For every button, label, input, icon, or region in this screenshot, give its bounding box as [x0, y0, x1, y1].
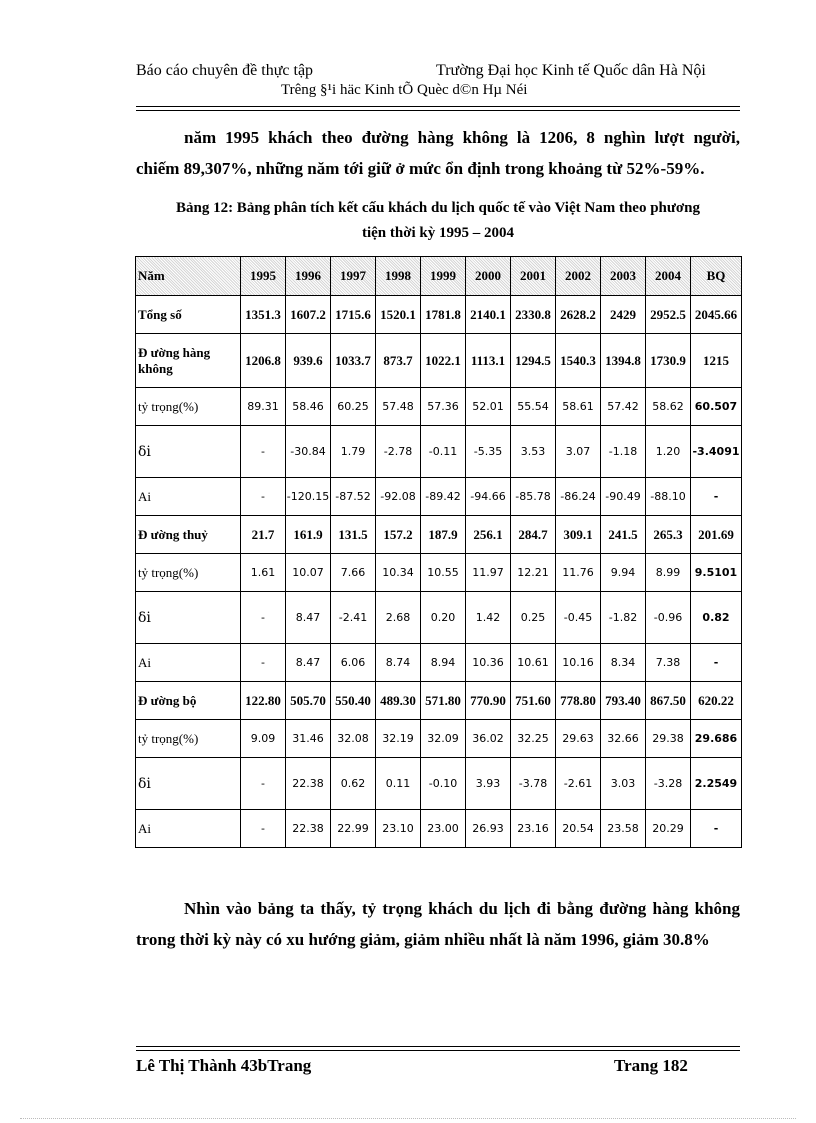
table-cell: -89.42 — [421, 478, 466, 516]
table-row — [136, 682, 742, 720]
footer-rule-double — [136, 1050, 740, 1051]
table-cell: 8.94 — [421, 644, 466, 682]
row-label: Đ ường bộ — [136, 682, 241, 720]
table-cell: 26.93 — [466, 810, 511, 848]
table-cell: -5.35 — [466, 426, 511, 478]
table-row — [136, 592, 742, 644]
table-cell: -3.4091 — [691, 426, 742, 478]
table-cell: 10.16 — [556, 644, 601, 682]
table-cell: 2330.8 — [511, 296, 556, 334]
table-cell: 11.76 — [556, 554, 601, 592]
table-cell: 620.22 — [691, 682, 742, 720]
table-cell: 23.58 — [601, 810, 646, 848]
header-cell: 2001 — [511, 257, 556, 296]
table-cell: 23.10 — [376, 810, 421, 848]
table-cell: 0.25 — [511, 592, 556, 644]
paragraph-intro-line2: chiếm 89,307%, những năm tới giữ ở mức ổn định trong khoảng từ 52%-59%. — [136, 159, 705, 178]
table-row — [136, 426, 742, 478]
header-university-legacy-font: Trêng §¹i häc Kinh tÕ Quèc d©n Hµ Néi — [281, 82, 528, 98]
table-caption-line1: Bảng 12: Bảng phân tích kết cấu khách du lịch quốc tế vào Việt Nam theo phương — [175, 200, 701, 216]
table-cell: 89.31 — [241, 388, 286, 426]
table-cell: 1781.8 — [421, 296, 466, 334]
table-cell: 57.36 — [421, 388, 466, 426]
row-label: Tổng số — [136, 296, 241, 334]
table-cell: 1.20 — [646, 426, 691, 478]
table-cell: -2.61 — [556, 758, 601, 810]
table-cell: 10.07 — [286, 554, 331, 592]
table-cell: 3.03 — [601, 758, 646, 810]
table-cell: 157.2 — [376, 516, 421, 554]
table-cell: -85.78 — [511, 478, 556, 516]
table-cell: 7.38 — [646, 644, 691, 682]
table-cell: -88.10 — [646, 478, 691, 516]
table-cell: 1607.2 — [286, 296, 331, 334]
table-cell: 571.80 — [421, 682, 466, 720]
header-cell: 2004 — [646, 257, 691, 296]
table-cell: 2952.5 — [646, 296, 691, 334]
table-row — [136, 758, 742, 810]
table-cell: -0.45 — [556, 592, 601, 644]
table-cell: 58.61 — [556, 388, 601, 426]
row-label: Đ ường thuỷ — [136, 516, 241, 554]
header-cell: BQ — [691, 257, 742, 296]
table-row — [136, 478, 742, 516]
table-cell: 1215 — [691, 334, 742, 388]
table-cell: 241.5 — [601, 516, 646, 554]
table-cell: 2045.66 — [691, 296, 742, 334]
table-cell: 1715.6 — [331, 296, 376, 334]
table-cell: 20.54 — [556, 810, 601, 848]
table-cell: -0.10 — [421, 758, 466, 810]
table-cell: 10.34 — [376, 554, 421, 592]
table-cell: 505.70 — [286, 682, 331, 720]
table-cell: 122.80 — [241, 682, 286, 720]
table-cell: -120.15 — [286, 478, 331, 516]
table-row — [136, 516, 742, 554]
table-cell: 1113.1 — [466, 334, 511, 388]
table-cell: - — [691, 478, 742, 516]
table-cell: -30.84 — [286, 426, 331, 478]
table-cell: 1351.3 — [241, 296, 286, 334]
table-cell: -0.96 — [646, 592, 691, 644]
table-cell: 2.68 — [376, 592, 421, 644]
table-cell: -92.08 — [376, 478, 421, 516]
table-cell: 10.61 — [511, 644, 556, 682]
table-cell: 23.16 — [511, 810, 556, 848]
table-caption — [136, 196, 740, 246]
table-caption-line2: tiện thời kỳ 1995 – 2004 — [361, 225, 515, 241]
table-cell: 0.82 — [691, 592, 742, 644]
table-header-row — [136, 257, 742, 296]
table-cell: 12.21 — [511, 554, 556, 592]
row-label — [136, 758, 241, 810]
row-label — [136, 426, 241, 478]
table-cell: 29.63 — [556, 720, 601, 758]
table-cell: 8.47 — [286, 644, 331, 682]
table-cell: 751.60 — [511, 682, 556, 720]
table-cell: 1206.8 — [241, 334, 286, 388]
header-cell: 1997 — [331, 257, 376, 296]
table-row — [136, 334, 742, 388]
table-cell: 2.2549 — [691, 758, 742, 810]
row-label — [136, 592, 241, 644]
table-cell: 2429 — [601, 296, 646, 334]
table-cell: 793.40 — [601, 682, 646, 720]
table-cell: 770.90 — [466, 682, 511, 720]
table-cell: 489.30 — [376, 682, 421, 720]
table-cell: -0.11 — [421, 426, 466, 478]
table-cell: 939.6 — [286, 334, 331, 388]
table-cell: 1730.9 — [646, 334, 691, 388]
header-university: Trường Đại học Kinh tế Quốc dân Hà Nội — [436, 62, 706, 79]
table-cell: 201.69 — [691, 516, 742, 554]
table-cell: - — [241, 426, 286, 478]
paragraph-analysis-line2: trong thời kỳ này có xu hướng giảm, giảm nhiều nhất là năm 1996, giảm 30.8% — [136, 930, 710, 949]
table-cell: 60.25 — [331, 388, 376, 426]
table-cell: - — [691, 644, 742, 682]
header-cell: 2003 — [601, 257, 646, 296]
table-cell: 867.50 — [646, 682, 691, 720]
table-cell: 0.20 — [421, 592, 466, 644]
table-cell: 161.9 — [286, 516, 331, 554]
table-cell: 3.07 — [556, 426, 601, 478]
table-cell: 52.01 — [466, 388, 511, 426]
row-label: tỷ trọng(%) — [136, 720, 241, 758]
table-cell: 1022.1 — [421, 334, 466, 388]
table-cell: 187.9 — [421, 516, 466, 554]
delta-symbol: δi — [138, 443, 151, 460]
table-cell: 22.99 — [331, 810, 376, 848]
header-cell-label: Năm — [136, 257, 241, 296]
table-cell: 1033.7 — [331, 334, 376, 388]
row-label: Ai — [136, 644, 241, 682]
table-cell: 32.25 — [511, 720, 556, 758]
delta-symbol: δi — [138, 775, 151, 792]
footer-author: Lê Thị Thành 43bTrang — [136, 1056, 312, 1075]
table-cell: 2628.2 — [556, 296, 601, 334]
table-cell: 1.61 — [241, 554, 286, 592]
table-cell: 309.1 — [556, 516, 601, 554]
table-cell: -94.66 — [466, 478, 511, 516]
table-cell: 58.46 — [286, 388, 331, 426]
table-cell: 58.62 — [646, 388, 691, 426]
table-cell: - — [241, 810, 286, 848]
table-cell: 265.3 — [646, 516, 691, 554]
table-cell: - — [241, 758, 286, 810]
header-cell: 1999 — [421, 257, 466, 296]
table-cell: 11.97 — [466, 554, 511, 592]
header-cell: 1998 — [376, 257, 421, 296]
table-cell: 1540.3 — [556, 334, 601, 388]
table-cell: 1.42 — [466, 592, 511, 644]
header-report-title: Báo cáo chuyên đề thực tập — [136, 62, 314, 79]
table-cell: -3.28 — [646, 758, 691, 810]
table-cell: 22.38 — [286, 758, 331, 810]
paragraph-analysis — [136, 893, 740, 955]
table-cell: 8.34 — [601, 644, 646, 682]
table-row — [136, 644, 742, 682]
row-label: Ai — [136, 810, 241, 848]
table-cell: 9.5101 — [691, 554, 742, 592]
table-cell: 23.00 — [421, 810, 466, 848]
table-cell: 1520.1 — [376, 296, 421, 334]
table-cell: - — [241, 644, 286, 682]
paragraph-analysis-line1: Nhìn vào bảng ta thấy, tỷ trọng khách du lịch đi bằng đường hàng không — [184, 899, 740, 918]
header-cell: 2002 — [556, 257, 601, 296]
table-cell: 31.46 — [286, 720, 331, 758]
table-cell: -2.41 — [331, 592, 376, 644]
table-cell: 10.36 — [466, 644, 511, 682]
footer-page-number: Trang 182 — [614, 1056, 688, 1075]
table-cell: 1294.5 — [511, 334, 556, 388]
table-cell: -1.82 — [601, 592, 646, 644]
row-label: Đ ường hàng không — [136, 334, 241, 388]
table-cell: 873.7 — [376, 334, 421, 388]
table-cell: 1394.8 — [601, 334, 646, 388]
table-cell: -87.52 — [331, 478, 376, 516]
row-label: Ai — [136, 478, 241, 516]
table-cell: - — [691, 810, 742, 848]
delta-symbol: δi — [138, 609, 151, 626]
table-cell: -2.78 — [376, 426, 421, 478]
table-cell: 778.80 — [556, 682, 601, 720]
table-row — [136, 720, 742, 758]
table-cell: 29.686 — [691, 720, 742, 758]
table-cell: 20.29 — [646, 810, 691, 848]
header-rule — [136, 106, 740, 107]
paragraph-intro-line1: năm 1995 khách theo đường hàng không là 1206, 8 nghìn lượt người, — [184, 128, 740, 147]
table-cell: 2140.1 — [466, 296, 511, 334]
table-cell: - — [241, 478, 286, 516]
table-cell: 32.08 — [331, 720, 376, 758]
table-cell: 8.99 — [646, 554, 691, 592]
header-cell: 2000 — [466, 257, 511, 296]
table-cell: 1.79 — [331, 426, 376, 478]
table-cell: 57.48 — [376, 388, 421, 426]
table-cell: - — [241, 592, 286, 644]
table-cell: 55.54 — [511, 388, 556, 426]
paragraph-intro — [136, 122, 740, 184]
table-cell: 0.62 — [331, 758, 376, 810]
table-cell: 57.42 — [601, 388, 646, 426]
row-label: tỷ trọng(%) — [136, 554, 241, 592]
table-cell: 9.09 — [241, 720, 286, 758]
table-cell: 3.53 — [511, 426, 556, 478]
table-cell: 32.09 — [421, 720, 466, 758]
footer-rule — [136, 1046, 740, 1047]
table-row — [136, 810, 742, 848]
data-table — [135, 256, 742, 848]
header-cell: 1996 — [286, 257, 331, 296]
table-cell: -1.18 — [601, 426, 646, 478]
table-cell: 60.507 — [691, 388, 742, 426]
table-cell: 21.7 — [241, 516, 286, 554]
table-cell: -3.78 — [511, 758, 556, 810]
table-row — [136, 388, 742, 426]
table-cell: -90.49 — [601, 478, 646, 516]
table-cell: -86.24 — [556, 478, 601, 516]
row-label: tỷ trọng(%) — [136, 388, 241, 426]
table-cell: 10.55 — [421, 554, 466, 592]
table-cell: 32.66 — [601, 720, 646, 758]
table-cell: 550.40 — [331, 682, 376, 720]
page-bottom-dotted-edge — [20, 1118, 796, 1119]
table-cell: 6.06 — [331, 644, 376, 682]
table-cell: 22.38 — [286, 810, 331, 848]
table-cell: 3.93 — [466, 758, 511, 810]
table-cell: 7.66 — [331, 554, 376, 592]
table-cell: 256.1 — [466, 516, 511, 554]
table-cell: 0.11 — [376, 758, 421, 810]
table-cell: 32.19 — [376, 720, 421, 758]
table-cell: 8.74 — [376, 644, 421, 682]
table-cell: 8.47 — [286, 592, 331, 644]
table-row — [136, 296, 742, 334]
header-cell: 1995 — [241, 257, 286, 296]
table-cell: 36.02 — [466, 720, 511, 758]
table-cell: 9.94 — [601, 554, 646, 592]
table-row — [136, 554, 742, 592]
table-cell: 131.5 — [331, 516, 376, 554]
table-cell: 284.7 — [511, 516, 556, 554]
header-rule-double — [136, 110, 740, 111]
table-cell: 29.38 — [646, 720, 691, 758]
